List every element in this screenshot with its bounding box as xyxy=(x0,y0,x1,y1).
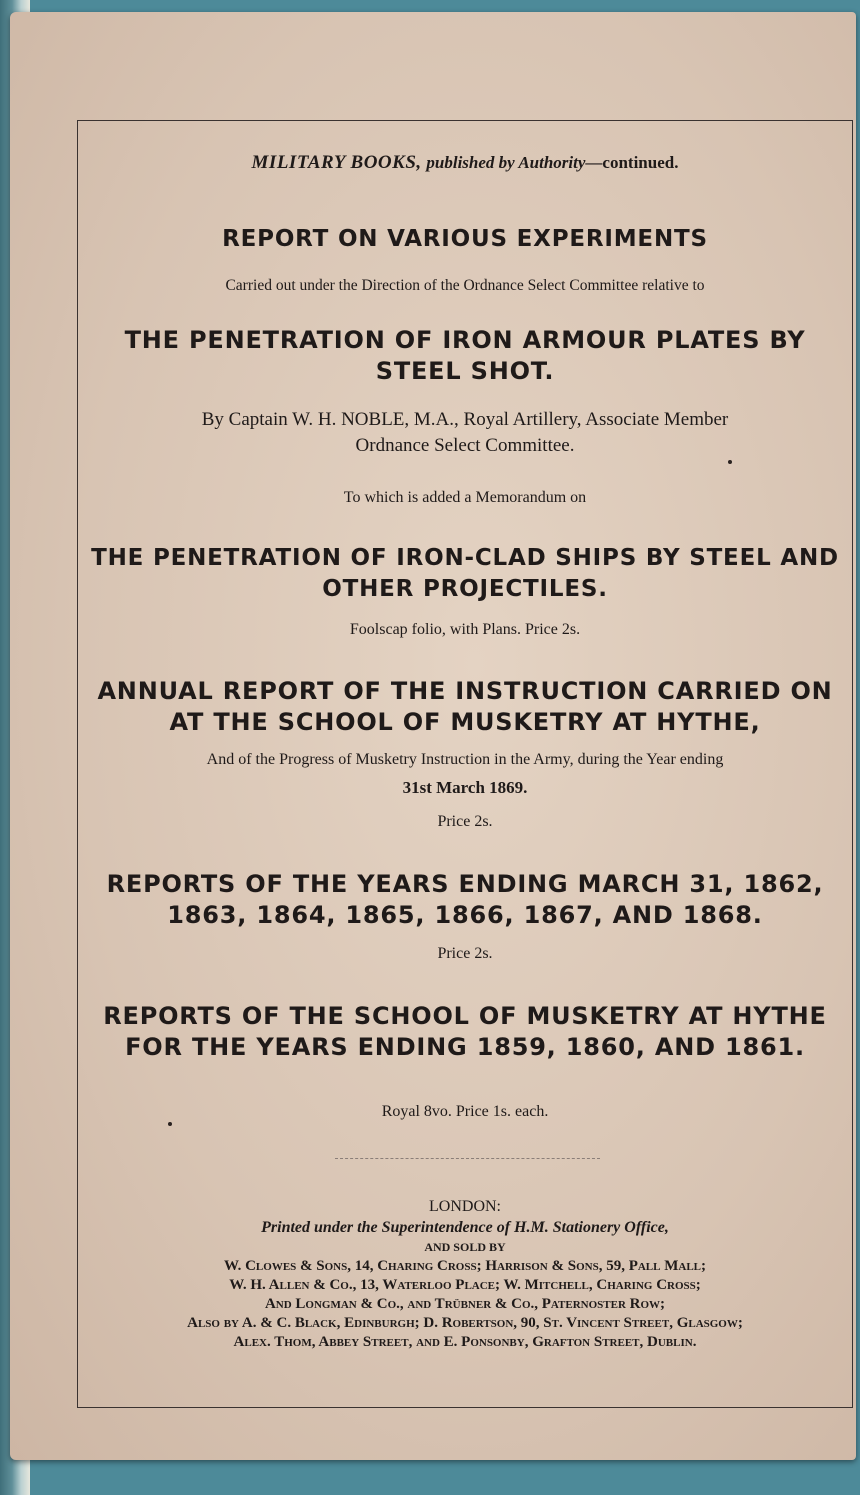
entry1-price-wrap xyxy=(80,618,850,642)
section-divider xyxy=(335,1158,600,1159)
imprint-line-5: Alex. Thom, Abbey Street, and E. Ponsonby, Grafton Street, Dublin. xyxy=(233,1334,697,1350)
paper-speck xyxy=(168,1122,172,1126)
entry2-price-wrap xyxy=(80,810,850,834)
entry-subtitle: Carried out under the Direction of the Ordnance Select Committee relative to xyxy=(225,277,705,294)
entry4-price: Royal 8vo. Price 1s. each. xyxy=(381,1103,549,1120)
author-block xyxy=(110,407,820,459)
entry-subtitle-wrap xyxy=(80,274,850,298)
entry-experiments xyxy=(80,224,850,255)
imprint-line-3: And Longman & Co., and Trübner & Co., Paternoster Row; xyxy=(264,1296,666,1312)
added-note: To which is added a Memorandum on xyxy=(343,489,587,506)
annual-report-subtitle: And of the Progress of Musketry Instruction in the Army, during the Year ending xyxy=(206,751,724,768)
author-line-1: By Captain W. H. NOBLE, M.A., Royal Artillery, Associate Member xyxy=(201,409,729,430)
entry-subject: THE PENETRATION OF IRON ARMOUR PLATES BY STEEL SHOT. xyxy=(124,326,806,385)
imprint-block xyxy=(80,1197,850,1352)
imprint-line-1: W. Clowes & Sons, 14, Charing Cross; Harrison & Sons, 59, Pall Mall; xyxy=(223,1258,707,1274)
entry2-price: Price 2s. xyxy=(437,813,493,830)
entry4-price-wrap xyxy=(80,1100,850,1124)
imprint-line-4: Also by A. & C. Black, Edinburgh; D. Robertson, 90, St. Vincent Street, Glasgow; xyxy=(187,1315,743,1331)
continued-note: —continued. xyxy=(585,153,679,172)
entry1-price: Foolscap folio, with Plans. Price 2s. xyxy=(349,621,581,638)
reports-school-title: REPORTS OF THE SCHOOL OF MUSKETRY AT HYTHE FOR THE YEARS ENDING 1859, 1860, AND 1861. xyxy=(103,1002,827,1061)
entry-annual-report xyxy=(85,676,845,738)
annual-report-date: 31st March 1869. xyxy=(402,778,528,797)
running-header xyxy=(80,152,850,174)
memo-title-wrap xyxy=(85,543,845,605)
imprint-printed: Printed under the Superintendence of H.M. Stationery Office, xyxy=(261,1219,669,1236)
series-title: MILITARY BOOKS, xyxy=(251,152,422,173)
entry-reports-years xyxy=(85,869,845,931)
entry-subject-wrap xyxy=(85,325,845,387)
imprint-city: LONDON: xyxy=(429,1198,501,1215)
imprint-sold-by: AND SOLD BY xyxy=(424,1240,506,1254)
entry-title: REPORT ON VARIOUS EXPERIMENTS xyxy=(222,226,708,252)
paper-speck xyxy=(728,460,732,464)
added-note-wrap xyxy=(80,486,850,510)
reports-years-title: REPORTS OF THE YEARS ENDING MARCH 31, 1862, 1863, 1864, 1865, 1866, 1867, AND 1868. xyxy=(106,870,824,929)
imprint-line-2: W. H. Allen & Co., 13, Waterloo Place; W. Mitchell, Charing Cross; xyxy=(229,1277,701,1293)
published-note: published by Authority xyxy=(426,153,586,172)
book-page xyxy=(10,12,856,1460)
author-line-2: Ordnance Select Committee. xyxy=(355,435,575,456)
memo-title: THE PENETRATION OF IRON-CLAD SHIPS BY STEEL AND OTHER PROJECTILES. xyxy=(91,545,839,602)
entry3-price: Price 2s. xyxy=(437,945,493,962)
annual-report-title: ANNUAL REPORT OF THE INSTRUCTION CARRIED ON AT THE SCHOOL OF MUSKETRY AT HYTHE, xyxy=(97,677,833,736)
entry-reports-school xyxy=(100,1001,830,1063)
entry3-price-wrap xyxy=(80,942,850,966)
annual-report-sub-wrap xyxy=(95,748,835,800)
